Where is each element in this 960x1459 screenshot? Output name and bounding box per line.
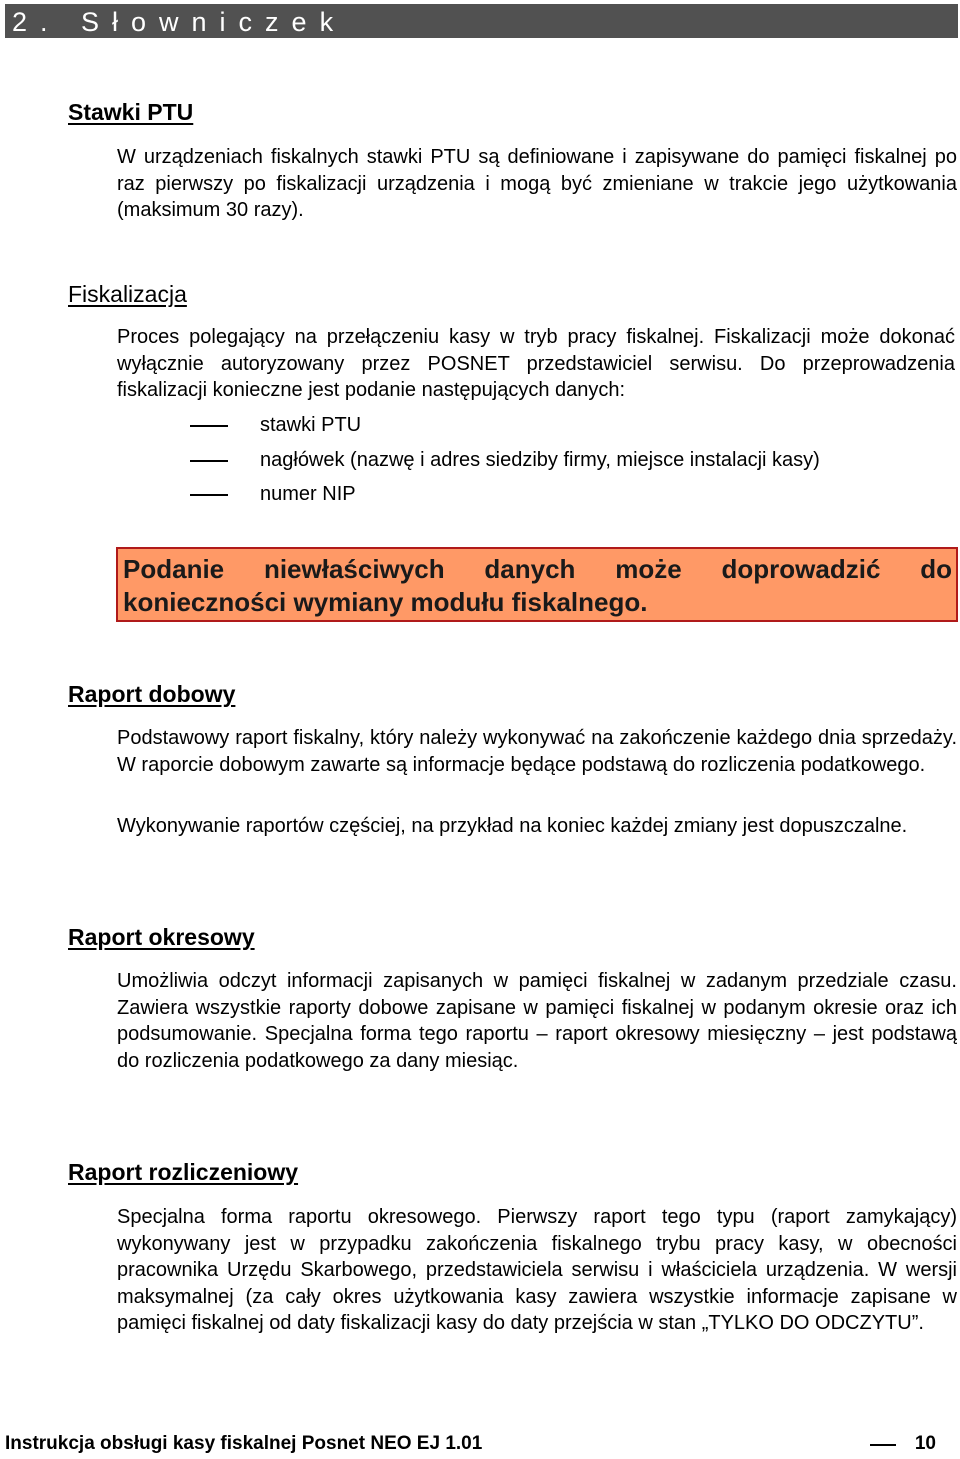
- paragraph-raport-rozliczeniowy: Specjalna forma raportu okresowego. Pierwszy raport tego typu (raport zamykający) wykonywany jest w przypadku zakończenia fiskalnego trybu pracy kasy, w obecności pracownika Urzędu Skarbowego, przedstawiciela serwisu i właściciela urządzenia. W wersji maksymalnej (za cały okres użytkowania kasy zawiera wszystkie informacje zapisane w pamięci fiskalnej od daty fiskalizacji kasy do daty przejścia w stan „TYLKO DO ODCZYTU”.: [117, 1206, 957, 1334]
- section-title-raport-dobowy: Raport dobowy: [68, 681, 236, 707]
- paragraph-raport-dobowy-2: Wykonywanie raportów częściej, na przykład na koniec każdej zmiany jest dopuszczalne.: [117, 815, 908, 837]
- dash-bullet-icon: [190, 494, 228, 496]
- paragraph-raport-dobowy: Podstawowy raport fiskalny, który należy wykonywać na zakończenie każdego dnia sprzedaży. W raporcie dobowym zawarte są informacje będące podstawą do rozliczenia podatkowego.: [117, 727, 957, 776]
- section-title-raport-okresowy: Raport okresowy: [68, 924, 255, 950]
- paragraph-stawki-ptu: W urządzeniach fiskalnych stawki PTU są definiowane i zapisywane do pamięci fiskalnej po raz pierwszy po fiskalizacji urządzenia i mogą być zmieniane w trakcie jego użytkowania (maksimum 30 razy).: [117, 146, 957, 221]
- paragraph-fiskalizacja: Proces polegający na przełączeniu kasy w tryb pracy fiskalnej. Fiskalizacji może dokonać wyłącznie autoryzowany przez POSNET przedstawiciel serwisu. Do przeprowadzenia fiskalizacji konieczne jest podanie następujących danych:: [117, 326, 955, 401]
- warning-box: Podanie niewłaściwych danych może doprowadzić do konieczności wymiany modułu fiskalnego.: [116, 547, 958, 622]
- list-item: [190, 408, 820, 443]
- page-number: 10: [914, 1433, 936, 1454]
- list-item-label: numer NIP: [260, 483, 356, 505]
- fiskalizacja-data-list: [190, 408, 820, 512]
- footer-manual-title: Instrukcja obsługi kasy fiskalnej Posnet NEO EJ 1.01: [5, 1433, 483, 1454]
- chapter-header-bar: [5, 4, 958, 38]
- list-item: [190, 443, 820, 478]
- paragraph-raport-okresowy: Umożliwia odczyt informacji zapisanych w pamięci fiskalnej w zadanym przedziale czasu. Zawiera wszystkie raporty dobowe zapisane w pamięci fiskalnej w podanym okresie oraz ich podsumowanie. Specjalna forma tego raportu – raport okresowy miesięczny – jest podstawą do rozliczenia podatkowego za dany miesiąc.: [117, 970, 957, 1072]
- section-title-raport-rozliczeniowy: Raport rozliczeniowy: [68, 1159, 299, 1185]
- list-item-label: stawki PTU: [260, 414, 362, 436]
- dash-bullet-icon: [190, 425, 228, 427]
- section-title-fiskalizacja: Fiskalizacja: [68, 281, 187, 307]
- list-item: [190, 477, 820, 512]
- section-title-stawki-ptu: Stawki PTU: [68, 99, 194, 125]
- chapter-title: 2. Słowniczek: [12, 7, 347, 37]
- list-item-label: nagłówek (nazwę i adres siedziby firmy, miejsce instalacji kasy): [260, 448, 820, 471]
- dash-bullet-icon: [190, 460, 228, 462]
- footer-dash-icon: [870, 1444, 896, 1446]
